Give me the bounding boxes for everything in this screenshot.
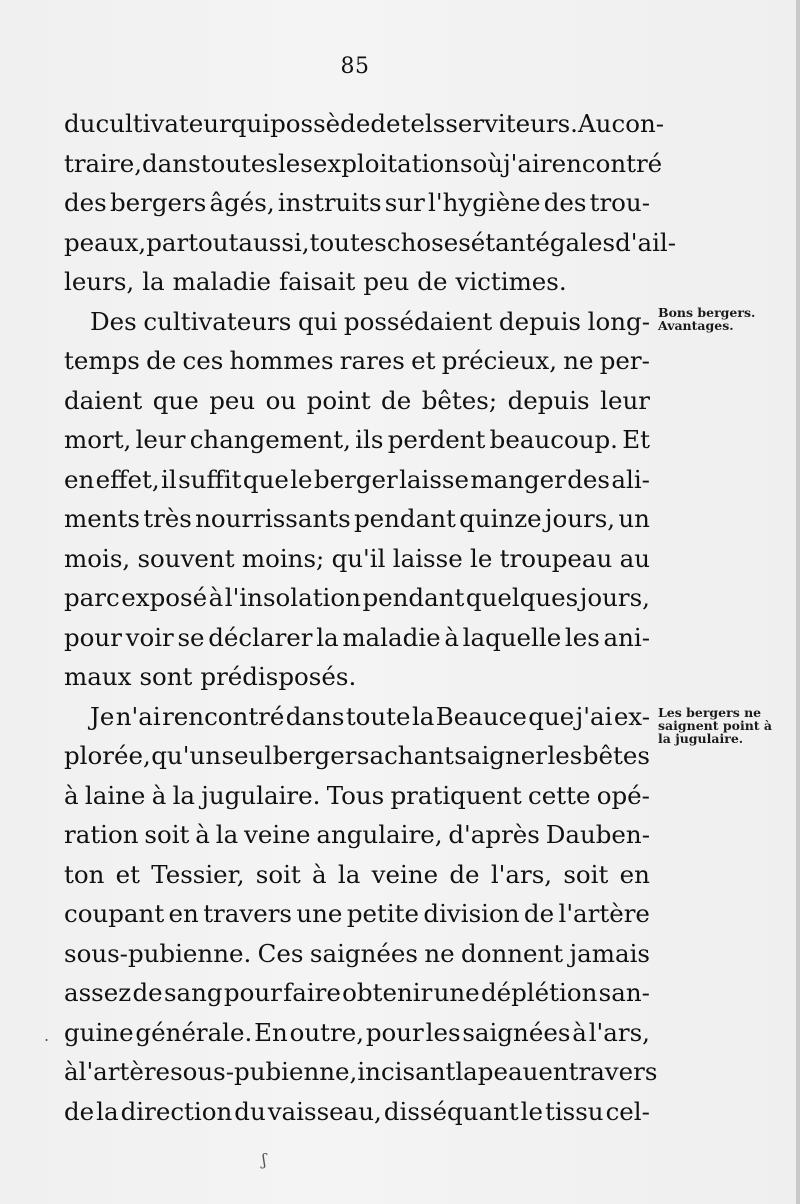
word: laquelle (462, 622, 562, 652)
word: un (618, 504, 650, 533)
word: générale. (135, 1017, 253, 1047)
word: de (523, 899, 555, 928)
word: pour (64, 622, 122, 652)
ink-speck: ʃ (262, 1150, 267, 1169)
text-line (64, 223, 677, 263)
word: assez (64, 978, 132, 1007)
word: saigner (454, 741, 547, 770)
word: Au (577, 109, 612, 138)
word: ali- (611, 464, 650, 494)
word: bêtes (582, 741, 650, 770)
word: partout (146, 227, 239, 257)
word: en (619, 859, 650, 889)
word: ne (563, 346, 594, 375)
margin-note-bons-bergers (658, 306, 796, 332)
word: travers (568, 1057, 658, 1086)
word: ton (64, 859, 105, 889)
word: leur (600, 385, 650, 415)
word: des (567, 464, 611, 494)
text-line (64, 262, 650, 302)
word: ils (355, 425, 384, 454)
word: l'ars, (490, 859, 553, 889)
word: au (619, 543, 650, 573)
word: dans (142, 148, 201, 178)
word: et (115, 859, 140, 889)
word: plorée, (64, 741, 151, 770)
word: cette (528, 780, 591, 810)
word: san- (598, 978, 650, 1007)
word: traire, (64, 148, 142, 178)
word: peu (363, 267, 410, 296)
word: à (312, 859, 327, 889)
word: de (381, 385, 412, 415)
word: Je (90, 701, 115, 731)
word: d'après (448, 820, 540, 849)
word: n'ai (115, 701, 161, 731)
word: dans (285, 701, 345, 731)
word: à (64, 1057, 79, 1086)
word: veine (371, 859, 439, 889)
word: faire (283, 978, 341, 1007)
word: rencontré (162, 701, 285, 731)
word: qu'un (151, 741, 222, 770)
word: à (572, 1017, 587, 1047)
word: ne (424, 938, 455, 968)
word: pendant (353, 504, 456, 533)
word: sous-pubienne, (170, 1057, 358, 1086)
word: soit (563, 859, 609, 889)
text-line (64, 144, 663, 184)
word: Ces (257, 938, 304, 968)
ink-speck: . (44, 1026, 50, 1045)
word: en (538, 1057, 569, 1086)
word: ex- (613, 701, 650, 731)
word: la (337, 859, 361, 889)
word: jours, (544, 504, 616, 533)
word: la (316, 622, 339, 652)
text-line (64, 973, 650, 1013)
word: jours, (579, 583, 650, 612)
word: j'ai (503, 148, 540, 178)
text-line (64, 697, 650, 737)
text-line (64, 302, 650, 342)
word: ani- (603, 622, 650, 652)
word: leur (135, 425, 186, 454)
word: les (277, 148, 313, 178)
word: peaux, (64, 227, 147, 257)
word: pendant (362, 583, 465, 612)
word: Beauce (435, 701, 527, 731)
word: le (520, 1096, 543, 1126)
word: de (64, 1096, 95, 1126)
word: ments (64, 504, 140, 533)
word: maladie (172, 267, 271, 296)
word: du (234, 1096, 266, 1126)
word: à (195, 820, 210, 849)
word: En (254, 1017, 288, 1047)
word: sous-pubienne. (64, 938, 252, 968)
word: depuis (498, 306, 581, 336)
word: étant (470, 227, 536, 257)
word: souvent (137, 543, 235, 573)
word: angulaire, (316, 820, 443, 849)
word: division (423, 899, 520, 928)
word: saignées (309, 938, 418, 968)
word: la (142, 267, 165, 296)
word: les (564, 622, 600, 652)
word: la (411, 701, 435, 731)
word: les (425, 1017, 461, 1047)
text-line (64, 736, 650, 776)
word: bêtes; (421, 385, 498, 415)
word: troupeau (499, 543, 613, 573)
word: effet, (95, 464, 160, 494)
word: opé- (596, 780, 650, 810)
word: qu'il (331, 543, 386, 573)
text-line (64, 460, 650, 500)
word: précieux, (441, 346, 558, 375)
word: depuis (507, 385, 590, 415)
margin-note-line: Avantages. (658, 318, 734, 333)
word: berger (313, 464, 398, 494)
word: nourrissants (195, 504, 351, 533)
word: soit (255, 859, 301, 889)
word: déplétion (480, 978, 598, 1007)
word: laisse (399, 464, 470, 494)
word: ou (265, 385, 297, 415)
word: possède (270, 109, 371, 138)
word: en (64, 464, 95, 494)
word: le (290, 464, 313, 494)
word: victimes. (455, 267, 567, 296)
text-line (64, 657, 650, 697)
word: l'insolation (224, 583, 361, 612)
page-edge (796, 0, 800, 1204)
word: quinze (459, 504, 542, 533)
word: la (455, 1057, 478, 1086)
word: tels (400, 109, 446, 138)
word: direction (120, 1096, 233, 1126)
word: à (208, 583, 224, 612)
word: possédaient (343, 306, 493, 336)
word: serviteurs. (445, 109, 578, 138)
word: qui (297, 306, 338, 336)
word: jamais (569, 938, 650, 968)
text-line (64, 776, 650, 816)
word: des (64, 188, 107, 217)
word: voir (125, 622, 174, 652)
word: per- (599, 346, 650, 375)
word: que (528, 701, 575, 731)
word: d'ail- (615, 227, 677, 257)
word: ces (182, 346, 224, 375)
word: aussi, (238, 227, 310, 257)
word: daient (64, 385, 143, 415)
word: où (472, 148, 504, 178)
word: l'artère (558, 899, 650, 928)
word: incisant (357, 1057, 456, 1086)
word: très (143, 504, 192, 533)
word: maladie (342, 622, 441, 652)
word: Tous (326, 780, 385, 810)
word: l'ars, (588, 1017, 650, 1047)
word: le (470, 543, 493, 573)
word: saignées (462, 1017, 571, 1047)
word: des (543, 188, 587, 217)
word: perdent (387, 425, 486, 454)
word: coupant (64, 899, 165, 928)
word: toutes (309, 227, 387, 257)
word: la (215, 820, 239, 849)
text-line (64, 815, 650, 855)
word: exposé (121, 583, 208, 612)
word: hommes (229, 346, 334, 375)
text-line (64, 578, 650, 618)
word: leurs, (64, 267, 135, 296)
word: du (64, 109, 96, 138)
word: temps (64, 346, 140, 375)
word: disséquant (383, 1096, 519, 1126)
word: cel- (605, 1096, 650, 1126)
word: et (411, 346, 436, 375)
word: faisait (278, 267, 356, 296)
word: âgés, (209, 188, 275, 217)
word: prédisposés. (200, 662, 357, 691)
word: bergers (109, 188, 207, 217)
text-line (64, 934, 650, 974)
word: l'hygiène (428, 188, 541, 217)
word: Des (90, 306, 137, 336)
word: que (242, 464, 289, 494)
word: les (547, 741, 583, 770)
margin-note-line: saignent point à (658, 718, 773, 733)
word: se (177, 622, 205, 652)
word: petite (346, 899, 420, 928)
word: la (96, 1096, 119, 1126)
word: laine (84, 780, 146, 810)
word: tissu (544, 1096, 604, 1126)
word: quelques (465, 583, 579, 612)
word: suffit (178, 464, 242, 494)
text-line (64, 420, 650, 460)
word: à (64, 780, 79, 810)
word: obtenir (342, 978, 433, 1007)
text-line (64, 381, 650, 421)
word: cultivateur (95, 109, 231, 138)
word: que (152, 385, 199, 415)
word: de (370, 109, 401, 138)
word: une (296, 899, 343, 928)
word: exploitations (312, 148, 473, 178)
word: j'ai (575, 701, 613, 731)
word: long- (587, 306, 650, 336)
word: berger (272, 741, 357, 770)
word: de (146, 346, 177, 375)
text-line (64, 499, 650, 539)
word: jugulaire. (201, 780, 321, 810)
text-line (64, 618, 650, 658)
word: l'artère (78, 1057, 171, 1086)
word: beaucoup. (489, 425, 618, 454)
word: toutes (200, 148, 278, 178)
word: moins; (241, 543, 325, 573)
word: vaisseau, (267, 1096, 382, 1126)
text-line (64, 104, 664, 144)
word: mort, (64, 425, 132, 454)
word: peu (209, 385, 256, 415)
word: donnent (461, 938, 564, 968)
word: qui (230, 109, 271, 138)
word: Et (622, 425, 650, 454)
word: mois, (64, 543, 131, 573)
word: sachant (356, 741, 454, 770)
word: déclarer (208, 622, 313, 652)
word: veine (244, 820, 311, 849)
word: égales (535, 227, 616, 257)
word: outre, (289, 1017, 365, 1047)
word: une (433, 978, 480, 1007)
word: à (151, 780, 167, 810)
word: maux (64, 662, 132, 691)
word: Tessier, (151, 859, 245, 889)
word: à (444, 622, 459, 652)
word: rares (339, 346, 405, 375)
text-line (64, 1052, 658, 1092)
word: ration (64, 820, 139, 849)
word: seul (221, 741, 273, 770)
word: travers (203, 899, 292, 928)
word: peau (477, 1057, 539, 1086)
word: manger (470, 464, 566, 494)
word: changement, (189, 425, 351, 454)
word: sur (384, 188, 425, 217)
word: parc (64, 583, 120, 612)
word: sang (163, 978, 223, 1007)
text-line (64, 894, 650, 934)
margin-note-line: Bons bergers. (658, 305, 756, 320)
page-number: 85 (340, 54, 370, 79)
word: pour (223, 978, 282, 1007)
text-line (64, 341, 650, 381)
word: con- (611, 109, 664, 138)
word: pratiquent (390, 780, 522, 810)
word: toute (345, 701, 411, 731)
text-line (64, 1013, 650, 1053)
word: point (306, 385, 371, 415)
word: choses (386, 227, 471, 257)
word: rencontré (539, 148, 663, 178)
word: de (449, 859, 480, 889)
margin-note-line: la jugulaire. (658, 731, 744, 746)
word: la (172, 780, 196, 810)
word: de (417, 267, 448, 296)
text-line (64, 1092, 650, 1132)
margin-note-saignent (658, 706, 796, 745)
body-text (64, 104, 677, 1131)
word: laisse (392, 543, 463, 573)
word: il (161, 464, 177, 494)
word: guine (64, 1017, 134, 1047)
text-line (64, 183, 650, 223)
word: de (132, 978, 163, 1007)
word: sont (139, 662, 193, 691)
word: en (168, 899, 199, 928)
word: soit (144, 820, 190, 849)
word: cultivateurs (143, 306, 292, 336)
word: instruits (277, 188, 382, 217)
word: trou- (589, 188, 650, 217)
word: Dauben- (545, 820, 650, 849)
margin-note-line: Les bergers ne (658, 705, 762, 720)
word: pour (365, 1017, 424, 1047)
text-line (64, 539, 650, 579)
text-line (64, 855, 650, 895)
